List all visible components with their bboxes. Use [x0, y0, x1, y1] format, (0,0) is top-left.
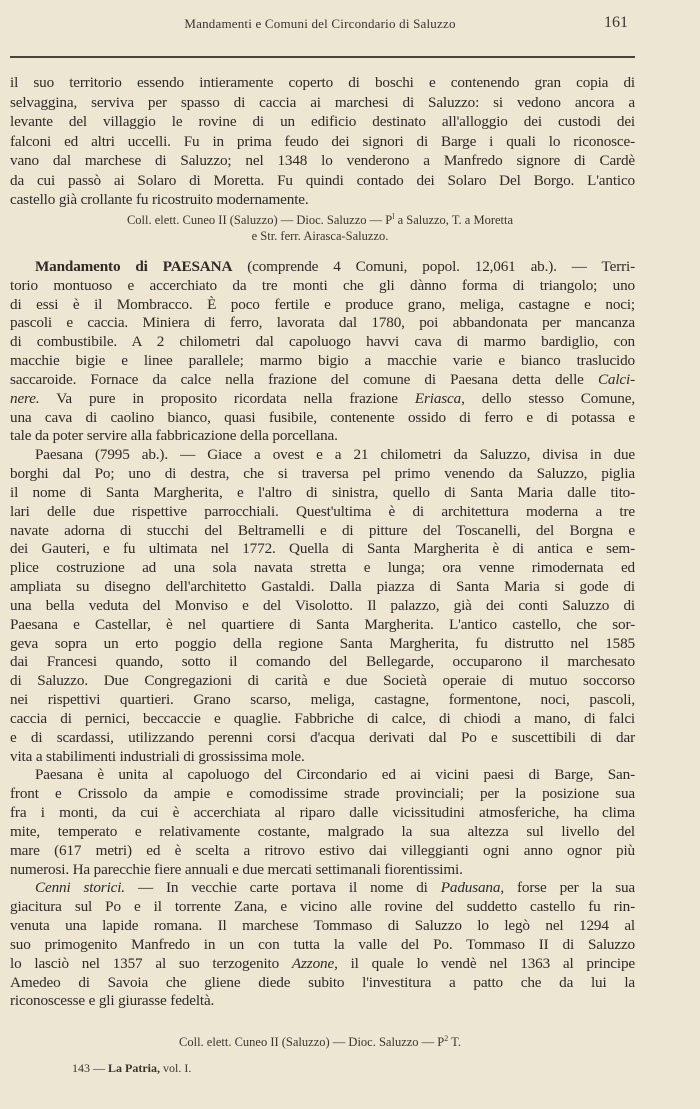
- line-text: , dello stesso Comune,: [461, 389, 635, 407]
- text-line: [10, 503, 635, 521]
- note-text: Coll. elett. Cuneo II (Saluzzo) — Dioc. Saluzzo — P: [126, 213, 393, 228]
- text-line: [10, 314, 635, 332]
- line-text: di Saluzzo. Due Congregazioni di carità e due Società operaie di mutuo soccorso: [10, 672, 635, 690]
- line-text: ampliata su disegno dell'architetto Gastaldi. Dalla piazza di Santa Maria si gode di: [10, 578, 635, 596]
- text-line: [10, 785, 635, 803]
- note-second: [0, 1034, 640, 1050]
- line-text: falconi ed altri uccelli. Fu in prima feudo dei signori di Barge i quali lo riconosce-: [10, 132, 635, 150]
- text-line: [10, 352, 635, 370]
- text-line: [10, 842, 635, 860]
- text-line: [10, 296, 635, 314]
- line-text: il nome di Santa Margherita, e l'altro di sinistra, quello di Santa Maria dalle tito-: [10, 483, 635, 501]
- italic-text: Azzone: [291, 954, 335, 972]
- line-text: vano dal marchese di Saluzzo; nel 1348 lo venderono a Manfredo signore di Cardè: [10, 152, 635, 169]
- line-text: e di scardassi, utilizzando perenni corsi d'acqua derivati dal Po e suscettibili di dar: [10, 728, 635, 746]
- line-text: il suo territorio essendo intieramente coperto di boschi e contenendo gran copia di: [10, 74, 635, 91]
- note-first-line1: [0, 212, 640, 228]
- line-text: Paesana è unita al capoluogo del Circondario ed ai vicini paesi di Barge, San-: [35, 766, 635, 784]
- text-line: [10, 597, 635, 615]
- footer-signature: 143 —: [72, 1061, 105, 1075]
- text-line: [10, 653, 635, 671]
- text-line: [10, 333, 635, 351]
- text-line: [10, 522, 635, 540]
- footer-volume: vol. I.: [163, 1061, 192, 1075]
- line-text: mite, temperato e relativamente costante, malgrado la sua altezza sul livello del: [10, 822, 635, 840]
- text-line: [10, 635, 635, 653]
- line-text: pascoli e caccia. Miniera di ferro, lavorata dal 1780, poi abbandonata per mancanza: [10, 314, 635, 332]
- text-line: [10, 955, 635, 973]
- text-line: [10, 616, 635, 634]
- text-line: [10, 390, 635, 408]
- text-line: [10, 484, 635, 502]
- line-text: di combustibile. A 2 chilometri dal capoluogo havvi cava di marmo bardiglio, con: [10, 333, 635, 351]
- line-text: mare (617 metri) ed è scelta a ritrovo estivo dai villeggianti ogni anno ognor più: [10, 841, 635, 859]
- italic-text: Cenni storici.: [35, 879, 125, 897]
- text-line: [10, 133, 635, 151]
- footer-title: La Patria,: [108, 1061, 160, 1075]
- text-line: [10, 409, 635, 427]
- line-text: — In vecchie carte portava il nome di: [124, 879, 441, 897]
- line-text: caccia di pernici, beccaccie e quaglie. Fabbriche di calce, di chiodi a mano, di falci: [10, 709, 635, 727]
- text-line: [35, 446, 635, 464]
- note-sup: l: [392, 212, 395, 221]
- note-text: T.: [448, 1035, 461, 1050]
- line-text: selvaggina, serviva per spasso di caccia ai marchesi di Saluzzo: si vedono ancora a: [10, 93, 635, 111]
- line-text: da cui passò ai Solaro di Moretta. Fu quindi contado dei Solaro Del Borgo. L'antico: [10, 171, 635, 189]
- line-text: numerosi. Ha parecchie fiere annuali e due mercati settimanali fiorentissimi.: [10, 860, 463, 878]
- line-text: vita a stabilimenti industriali di grossissima mole.: [10, 747, 305, 765]
- text-line: [10, 861, 635, 879]
- text-line: [10, 191, 635, 209]
- line-text: tale da poter servire alla fabbricazione della porcellana.: [10, 427, 338, 445]
- text-line: [10, 113, 635, 131]
- text-line: [10, 748, 635, 766]
- text-line: [10, 992, 635, 1010]
- text-line: [10, 152, 635, 170]
- text-line: [10, 94, 635, 112]
- text-line: [10, 804, 635, 822]
- italic-text: nere.: [10, 389, 40, 407]
- line-text: fra i monti, da cui è accerchiata al riparo dalle vicissitudini atmosferiche, ha clima: [10, 804, 635, 822]
- line-text: lari delle due rispettive parrocchiali. Quest'ultima è di architettura moderna a tre: [10, 502, 635, 520]
- text-line: [10, 371, 635, 389]
- line-text: torio montuoso e accerchiato da tre monti che gli dànno forma di triangolo; uno: [10, 276, 635, 294]
- line-text: nei rispettivi quartieri. Grano scarso, meliga, castagne, formentone, noci, pascoli,: [10, 691, 635, 709]
- bold-heading: Mandamento di PAESANA: [35, 258, 233, 275]
- text-line: [10, 898, 635, 916]
- line-text: una bella veduta del Monviso e del Visolotto. Il palazzo, già dei conti Saluzzo di: [10, 596, 635, 614]
- note-sup: 2: [444, 1034, 449, 1043]
- line-text: macchie bigie e linee parallele; marmo bigio a macchie varie e bianco traslucido: [10, 352, 635, 370]
- line-text: riconoscesse e gli giurasse fedeltà.: [10, 992, 215, 1010]
- text-line: [10, 936, 635, 954]
- italic-text: Eriasca: [414, 389, 462, 407]
- line-text: front e Crissolo da ampie e comodissime strade provinciali; per la posizione sua: [10, 785, 635, 803]
- line-text: lo lasciò nel 1357 al suo terzogenito: [10, 954, 292, 972]
- italic-text: Padusana: [440, 879, 501, 897]
- text-line: [10, 427, 635, 445]
- line-text: (comprende 4 Comuni, popol. 12,061 ab.). — Terri-: [232, 258, 635, 275]
- text-line: [10, 74, 635, 92]
- line-text: castello già crollante fu ricostruito modernamente.: [10, 191, 309, 208]
- line-text: borghi dal Po; uno di destra, che si traversa pel primo venendo da Saluzzo, piglia: [10, 465, 635, 483]
- line-text: Va pure in proposito ricordata nella frazione: [39, 389, 415, 407]
- line-text: Amedeo di Savoia che gliene diede subito l'investitura a patto che da lui la: [10, 973, 635, 991]
- text-line: [10, 465, 635, 483]
- text-line: [10, 729, 635, 747]
- text-line: [10, 559, 635, 577]
- line-text: di essi è il Mombracco. È poco fertile e produce grano, meliga, castagne e noci;: [10, 295, 635, 313]
- text-line: [10, 823, 635, 841]
- line-text: dai Francesi quando, sotto il comando del Bellegarde, occuparono il marchesato: [10, 653, 635, 671]
- text-line: [35, 258, 635, 276]
- line-text: geva sopra un erto poggio della regione Santa Margherita, fu distrutto nel 1585: [10, 634, 635, 652]
- text-line: [10, 672, 635, 690]
- text-line: [10, 691, 635, 709]
- line-text: venuta una lapide romana. Il marchese Tommaso di Saluzzo lo legò nel 1294 al: [10, 917, 635, 935]
- footer: [72, 1061, 191, 1076]
- line-text: navate adorna di stucchi del Beltramelli e di pitture del Toscanelli, del Borgna e: [10, 521, 635, 539]
- header-rule: [10, 56, 635, 58]
- text-line: [10, 710, 635, 728]
- line-text: giacitura sul Po e il torrente Zana, e vicino alle rovine del suddetto castello fu rin-: [10, 898, 635, 916]
- text-line: [10, 578, 635, 596]
- text-line: [10, 277, 635, 295]
- line-text: saccaroide. Fornace da calce nella frazione del comune di Paesana detta delle: [10, 370, 598, 388]
- line-text: suo primogenito Manfredo in un con tutta la valle del Po. Tommaso II di Saluzzo: [10, 935, 635, 953]
- line-text: plice costruzione ad una sola navata stretta e lunga; ora venne rimodernata ed: [10, 559, 635, 577]
- text-line: [10, 974, 635, 992]
- line-text: , il quale lo vendè nel 1363 al principe: [334, 954, 635, 972]
- line-text: levante del villaggio le rovine di un edificio destinato all'alloggio dei custodi dei: [10, 113, 635, 130]
- line-text: , forse per la sua: [500, 879, 635, 897]
- line-text: Paesana (7995 ab.). — Giace a ovest e a 21 chilometri da Saluzzo, divisa in due: [35, 446, 635, 464]
- italic-text: Calci-: [597, 370, 635, 388]
- line-text: Paesana e Castellar, è nel quartiere di Santa Margherita. L'antico castello, che sor-: [10, 615, 635, 633]
- text-line: [35, 879, 635, 897]
- text-line: [10, 917, 635, 935]
- line-text: una cava di caolino bianco, quasi fusibile, contenente ossido di ferro e di potassa e: [10, 408, 635, 426]
- running-title: Mandamenti e Comuni del Circondario di Saluzzo: [184, 16, 456, 31]
- note-first-line2: e Str. ferr. Airasca-Saluzzo.: [251, 229, 389, 243]
- text-line: [10, 540, 635, 558]
- text-line: [35, 766, 635, 784]
- text-line: [10, 172, 635, 190]
- note-text: Coll. elett. Cuneo II (Saluzzo) — Dioc. Saluzzo — P: [179, 1035, 445, 1050]
- page-number: 161: [604, 14, 628, 31]
- note-text: a Saluzzo, T. a Moretta: [394, 213, 514, 228]
- line-text: dei Gauteri, e fu ultimata nel 1772. Quella di Santa Margherita è di antica e sem-: [10, 540, 635, 558]
